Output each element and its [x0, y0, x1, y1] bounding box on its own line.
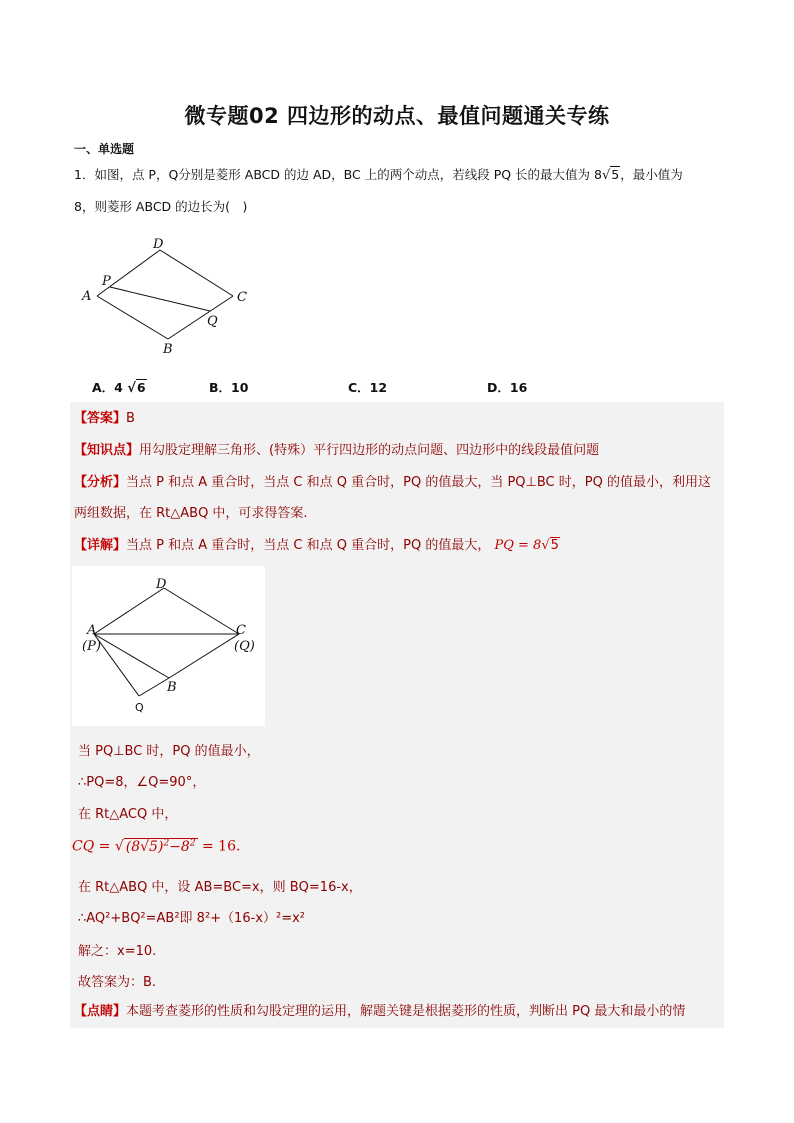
- option-c[interactable]: C．12: [348, 380, 388, 395]
- detail-figure-panel: [72, 566, 265, 726]
- label-c: C: [237, 290, 247, 305]
- label-q: Q: [207, 314, 218, 329]
- detail-line-1: 【详解】当点 P 和点 A 重合时，当点 C 和点 Q 重合时，PQ 的值最大， PQ = 8√5: [74, 538, 559, 553]
- pq-equation: PQ = 8: [494, 538, 542, 553]
- sqrt-expression: √6: [127, 380, 146, 396]
- step-5: 在 Rt△ABQ 中，设 AB=BC=x，则 BQ=16-x，: [78, 880, 362, 895]
- section-heading: 一、单选题: [74, 142, 135, 156]
- step-3: 在 Rt△ACQ 中，: [78, 807, 178, 822]
- rhombus-figure: [80, 236, 255, 358]
- step-2: ∴PQ=8，∠Q=90°，: [78, 775, 206, 790]
- question-line-1: [74, 166, 683, 185]
- label-a: A: [87, 623, 97, 638]
- question-text-suffix: ，最小值为: [620, 167, 683, 182]
- answer-value: B: [126, 411, 135, 426]
- option-b[interactable]: B．10: [209, 380, 249, 395]
- page-title: 微专题02 四边形的动点、最值问题通关专练: [184, 104, 610, 128]
- label-q-paren: (Q): [234, 639, 255, 654]
- sqrt-expression: √5: [601, 167, 620, 183]
- label-b: B: [163, 342, 173, 357]
- detail-figure: [72, 566, 265, 726]
- edge-dc: [160, 250, 233, 296]
- label-a: A: [82, 289, 92, 304]
- edge-ba: [97, 296, 168, 339]
- analysis-line-1: 【分析】当点 P 和点 A 重合时，当点 C 和点 Q 重合时，PQ 的值最大，当 PQ⊥BC 时，PQ 的值最小，利用这: [74, 475, 711, 490]
- label-p: P: [102, 274, 111, 289]
- option-d[interactable]: D．16: [487, 380, 528, 395]
- step-6: ∴AQ²+BQ²=AB²即 8²+（16-x）²=x²: [78, 911, 305, 926]
- question-text-prefix: 1．如图，点 P，Q分别是菱形 ABCD 的边 AD，BC 上的两个动点，若线段 PQ 长的最大值为 8: [74, 167, 602, 182]
- label-d: D: [153, 237, 164, 252]
- label-b: B: [167, 680, 177, 695]
- option-a[interactable]: A．4 √6: [92, 380, 146, 396]
- edge-cb: [168, 296, 233, 339]
- analysis-line-2: 两组数据，在 Rt△ABQ 中，可求得答案.: [74, 506, 308, 521]
- cq-equation: CQ = √ $(8√5)^2-8^2 = 16$.: [72, 838, 241, 855]
- label-q: Q: [135, 701, 144, 714]
- edge-ad: [97, 250, 160, 296]
- sqrt-expression: √5: [541, 538, 559, 553]
- step-1: 当 PQ⊥BC 时，PQ 的值最小，: [78, 744, 260, 759]
- comment-line: 【点睛】本题考查菱形的性质和勾股定理的运用，解题关键是根据菱形的性质，判断出 PQ 最大和最小的情: [74, 1004, 686, 1019]
- label-c: C: [236, 623, 246, 638]
- step-8: 故答案为：B.: [78, 975, 157, 990]
- knowledge-line: 【知识点】用勾股定理解三角形、(特殊）平行四边形的动点问题、四边形中的线段最值问题: [74, 443, 600, 458]
- question-line-2: 8，则菱形 ABCD 的边长为( ): [74, 199, 248, 214]
- answer-line: 【答案】B: [74, 411, 135, 426]
- label-d: D: [156, 577, 167, 592]
- segment-pq: [110, 287, 210, 311]
- step-7: 解之：x=10.: [78, 944, 157, 959]
- label-p-paren: (P): [82, 639, 101, 654]
